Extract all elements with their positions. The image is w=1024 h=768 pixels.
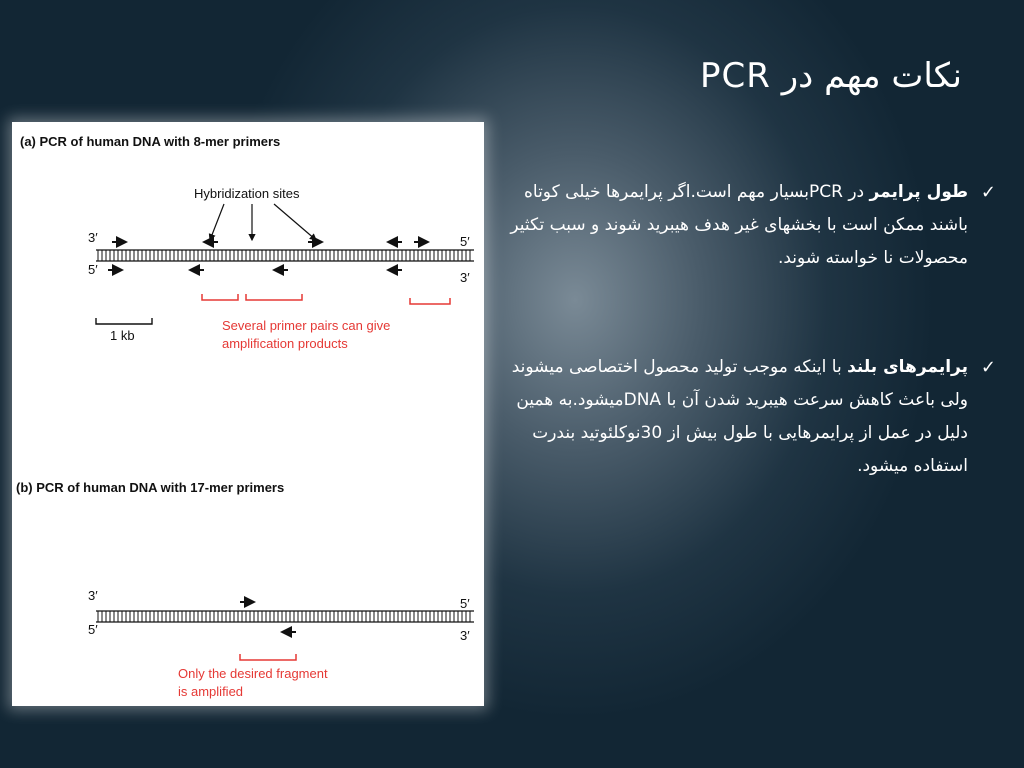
panel-a-primer-arrows xyxy=(108,242,428,270)
slide-title: نکات مهم در PCR xyxy=(700,56,962,96)
panel-b-top-right-end: 5′ xyxy=(460,596,470,611)
bullet-list xyxy=(500,176,996,483)
checkmark-icon: ✓ xyxy=(980,182,996,203)
panel-a-bottom-left-end: 5′ xyxy=(88,262,98,277)
bullet-item xyxy=(500,176,996,275)
panel-a-title: (a) PCR of human DNA with 8-mer primers xyxy=(20,134,281,149)
panel-b-title: (b) PCR of human DNA with 17-mer primers xyxy=(16,480,285,495)
panel-a-note-line2: amplification products xyxy=(222,336,348,351)
panel-b-bottom-right-end: 3′ xyxy=(460,628,470,643)
panel-b-dna-duplex xyxy=(96,611,474,622)
panel-b-note-line1: Only the desired fragment xyxy=(178,666,328,681)
panel-a-top-left-end: 3′ xyxy=(88,230,98,245)
panel-b-note-line2: is amplified xyxy=(178,684,244,699)
bullet-text: با اینکه موجب تولید محصول اختصاصی میشوند ولی باعث کاهش سرعت هیبرید شدن آن با DNAمیشود.به همین دلیل در عمل از پرایمرهایی با طول بیش از 30نوکلئوتید بندرت استفاده میشود. xyxy=(511,357,968,476)
panel-a-bottom-right-end: 3′ xyxy=(460,270,470,285)
panel-a-note-line1: Several primer pairs can give xyxy=(222,318,391,333)
checkmark-icon: ✓ xyxy=(980,357,996,378)
panel-b-primer-arrows xyxy=(240,602,296,632)
panel-a-dna-duplex xyxy=(96,250,474,261)
hybridization-pointers xyxy=(210,204,316,240)
bullet-item xyxy=(500,351,996,483)
panel-b-bottom-left-end: 5′ xyxy=(88,622,98,637)
hybridization-label: Hybridization sites xyxy=(194,186,300,201)
scale-bar-label: 1 kb xyxy=(110,328,135,343)
scale-bar xyxy=(96,318,152,324)
bullet-bold-lead: پرایمرهای بلند xyxy=(847,357,968,377)
figure-svg xyxy=(12,122,484,706)
bullet-bold-lead: طول پرایمر xyxy=(869,182,968,202)
panel-a-amplification-brackets xyxy=(202,294,450,304)
bullet-text: در PCRبسیار مهم است.اگر پرایمرها خیلی کوتاه باشند ممکن است با بخشهای غیر هدف هیبرید شوند و سبب تکثیر محصولات نا خواسته شوند. xyxy=(510,182,968,268)
pcr-primer-figure xyxy=(12,122,484,706)
panel-a-top-right-end: 5′ xyxy=(460,234,470,249)
panel-b-top-left-end: 3′ xyxy=(88,588,98,603)
panel-b-amplification-bracket xyxy=(240,654,296,660)
